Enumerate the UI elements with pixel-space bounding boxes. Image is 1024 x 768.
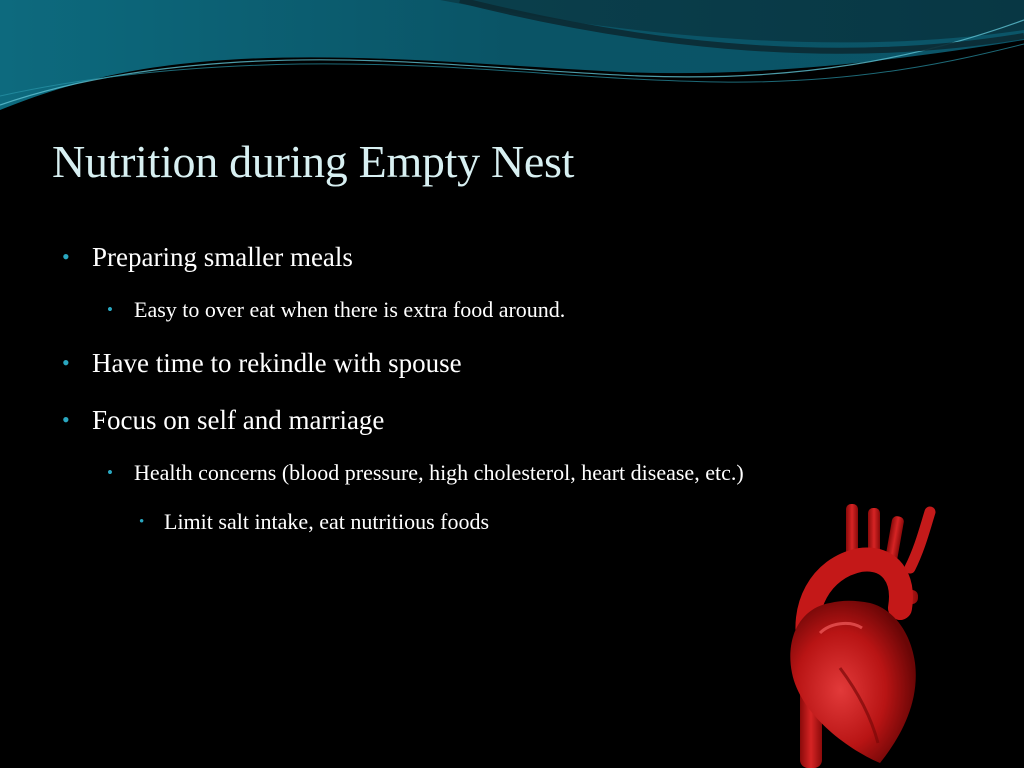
bullet-dot-icon: • [62, 244, 70, 269]
bullet-text: Have time to rekindle with spouse [92, 348, 462, 378]
bullet-dot-icon: • [62, 350, 70, 375]
bullet-dot-icon: • [139, 514, 145, 530]
bullet-item [107, 459, 744, 487]
bullet-text: Easy to over eat when there is extra food around. [134, 297, 566, 322]
bullet-text: Health concerns (blood pressure, high cholesterol, heart disease, etc.) [134, 460, 744, 485]
bullet-item [62, 346, 462, 380]
bullet-text: Preparing smaller meals [92, 242, 353, 272]
bullet-item [62, 403, 385, 437]
bullet-item [139, 508, 490, 536]
slide-title: Nutrition during Empty Nest [52, 136, 575, 187]
bullet-text: Focus on self and marriage [92, 405, 385, 435]
bullet-item [107, 296, 566, 324]
bullet-text: Limit salt intake, eat nutritious foods [164, 509, 490, 534]
anatomical-heart-image [770, 498, 950, 768]
bullet-dot-icon: • [107, 300, 113, 319]
bullet-dot-icon: • [107, 463, 113, 482]
bullet-dot-icon: • [62, 407, 70, 432]
bullet-item [62, 240, 353, 274]
